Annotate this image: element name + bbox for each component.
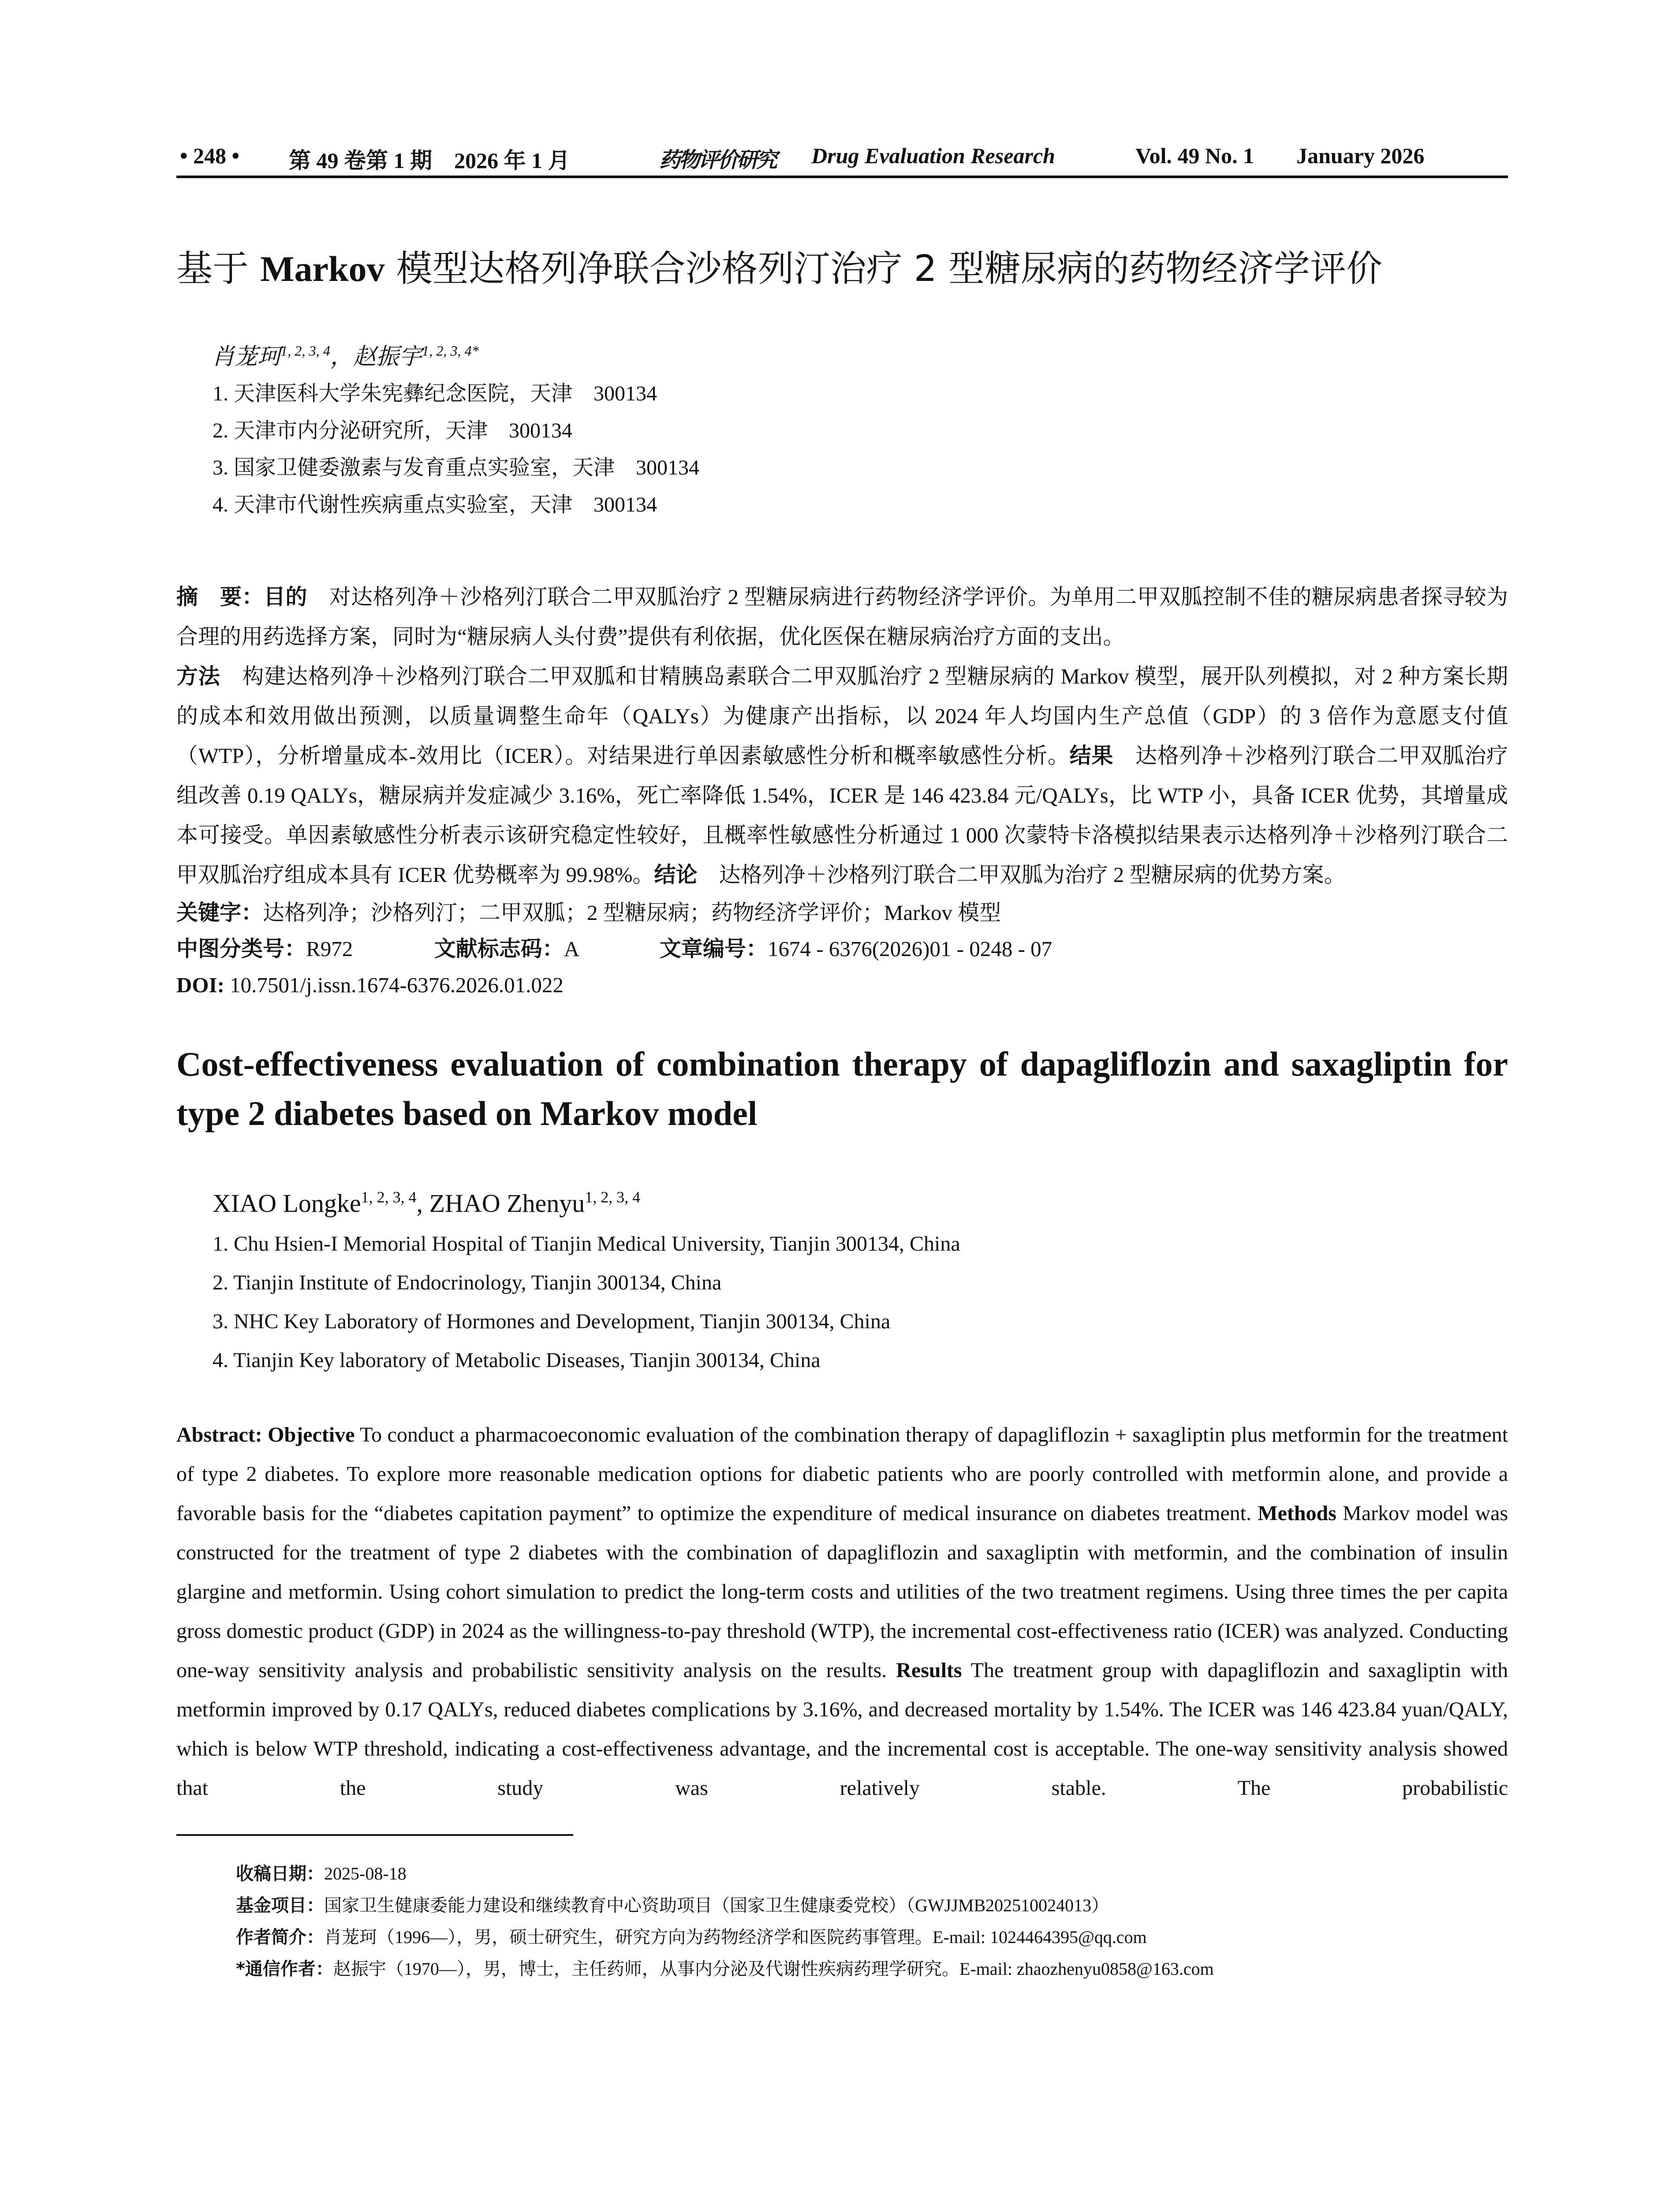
title-cn-part3: 模型达格列净联合沙格列汀治疗 2 型糖尿病的药物经济学评价	[385, 248, 1382, 290]
volume-issue-en: Vol. 49 No. 1	[1135, 143, 1254, 168]
journal-name-en: Drug Evaluation Research	[811, 143, 1055, 168]
corresponding-value: 赵振宇（1970—），男，博士，主任药师，从事内分泌及代谢性疾病药理学研究。E-mail: zhaozhenyu0858@163.com	[333, 1959, 1214, 1979]
authors-cn	[212, 339, 1508, 375]
affiliation-cn: 1. 天津医科大学朱宪彝纪念医院，天津 300134	[213, 382, 657, 405]
author-1-cn-affil: 1, 2, 3, 4	[280, 343, 330, 359]
keywords-value: 达格列净；沙格列汀；二甲双胍；2 型糖尿病；药物经济学评价；Markov 模型	[263, 901, 1001, 925]
footnote-received	[236, 1858, 1508, 1890]
author-1-en-affil: 1, 2, 3, 4	[361, 1188, 417, 1206]
results-label-cn: 结果	[1069, 743, 1114, 768]
abstract-en-label: Abstract: Objective	[176, 1423, 355, 1446]
footnote-corresponding	[236, 1953, 1508, 1985]
doi-line	[176, 967, 1508, 1003]
author-2-cn-affil: 1, 2, 3, 4*	[422, 343, 479, 359]
keywords-cn	[176, 895, 1508, 931]
affiliation-cn: 4. 天津市代谢性疾病重点实验室，天津 300134	[213, 493, 657, 516]
affiliation-en: 2. Tianjin Institute of Endocrinology, Tianjin 300134, China	[213, 1271, 722, 1294]
results-label-en: Results	[896, 1659, 962, 1682]
author-2-en: ZHAO Zhenyu	[429, 1189, 585, 1218]
doc-code-value: A	[564, 937, 579, 961]
title-en: Cost-effectiveness evaluation of combination therapy of dapagliflozin and saxagliptin for type 2 diabetes based on Markov model	[176, 1045, 1508, 1132]
author-2-en-affil: 1, 2, 3, 4	[585, 1188, 641, 1206]
author-sep-cn: ，	[330, 344, 353, 370]
author-sep-en: ,	[416, 1189, 429, 1218]
author-bio-label: 作者简介：	[236, 1927, 324, 1947]
affiliation-en: 3. NHC Key Laboratory of Hormones and Development, Tianjin 300134, China	[213, 1310, 891, 1333]
footnote-author	[236, 1921, 1508, 1953]
authors-en	[213, 1182, 1508, 1225]
doi-label: DOI:	[176, 973, 224, 997]
objective-text-en: To conduct a pharmacoeconomic evaluation of the combination therapy of dapagliflozin + saxagliptin plus metformin for the treatment of type 2 diabetes. To explore more reasonable medication options for diabetic patients who are poorly controlled with metformin alone, and provide a favorable basis for the “diabetes capitation payment” to optimize the expenditure of medical insurance on diabetes treatment.	[176, 1423, 1508, 1525]
article-no-value: 1674 - 6376(2026)01 - 0248 - 07	[767, 937, 1053, 961]
results-text-en: The treatment group with dapagliflozin and saxagliptin with metformin improved by 0.17 QALYs, reduced diabetes complications by 3.16%, and decreased mortality by 1.54%. The ICER was 146 423.84 yuan/QALY, which is below WTP threshold, indicating a cost-effectiveness advantage, and the incremental cost is acceptable. The one-way sensitivity analysis showed that the study was relatively stable. The probabilistic	[176, 1659, 1508, 1800]
conclusion-label-cn: 结论	[654, 862, 698, 887]
received-label: 收稿日期：	[236, 1864, 324, 1884]
results-text-cn: 达格列净＋沙格列汀联合二甲双胍治疗组改善 0.19 QALYs，糖尿病并发症减少 3.16%，死亡率降低 1.54%，ICER 是 146 423.84 元/QALYs，比 WTP 小，具备 ICER 优势，其增量成本可接受。单因素敏感性分析表示该研究稳定性较好，且概率性敏感性分析通过 1 000 次蒙特卡洛模拟结果表示达格列净＋沙格列汀联合二甲双胍治疗组成本具有 ICER 优势概率为 99.98%。	[176, 744, 1508, 887]
corresponding-label: *通信作者：	[236, 1959, 333, 1979]
page-number: • 248 •	[180, 143, 240, 168]
methods-label-cn: 方法	[176, 664, 220, 689]
fund-value: 国家卫生健康委能力建设和继续教育中心资助项目（国家卫生健康委党校）（GWJJMB202510024013）	[324, 1895, 1109, 1915]
clc-label: 中图分类号：	[176, 936, 306, 961]
classification-line	[176, 931, 1508, 967]
author-bio-value: 肖茏珂（1996—），男，硕士研究生，研究方向为药物经济学和医院药事管理。E-mail: 1024464395@qq.com	[324, 1927, 1147, 1947]
doc-code-label: 文献标志码：	[434, 936, 564, 961]
objective-label-cn: 目的	[264, 584, 308, 609]
title-cn-part1: 基于	[176, 248, 261, 290]
author-1-cn: 肖茏珂	[212, 344, 281, 370]
received-value: 2025-08-18	[324, 1864, 407, 1884]
objective-text-cn: 对达格列净＋沙格列汀联合二甲双胍治疗 2 型糖尿病进行药物经济学评价。为单用二甲双胍控制不佳的糖尿病患者探寻较为合理的用药选择方案，同时为“糖尿病人头付费”提供有利依据，优化医保在糖尿病治疗方面的支出。	[176, 585, 1508, 649]
author-1-en: XIAO Longke	[213, 1189, 361, 1218]
title-cn-part2: Markov	[260, 249, 385, 289]
affiliation-en: 4. Tianjin Key laboratory of Metabolic Diseases, Tianjin 300134, China	[213, 1349, 821, 1372]
article-no-label: 文章编号：	[659, 936, 768, 961]
author-2-cn: 赵振宇	[353, 344, 422, 370]
footnote-divider	[176, 1834, 573, 1836]
affiliation-cn: 2. 天津市内分泌研究所，天津 300134	[213, 419, 573, 442]
abstract-cn	[176, 577, 1508, 895]
affiliation-cn: 3. 国家卫健委激素与发育重点实验室，天津 300134	[213, 456, 700, 479]
doi-value[interactable]: 10.7501/j.issn.1674-6376.2026.01.022	[224, 973, 564, 997]
keywords-label: 关键字：	[176, 900, 263, 925]
article-page	[176, 0, 1508, 2117]
methods-label-en: Methods	[1258, 1502, 1337, 1525]
footnotes	[236, 1858, 1508, 1985]
footnote-fund	[236, 1890, 1508, 1921]
conclusion-text-cn: 达格列净＋沙格列汀联合二甲双胍为治疗 2 型糖尿病的优势方案。	[697, 863, 1346, 887]
volume-issue-cn: 第 49 卷第 1 期 2026 年 1 月	[289, 148, 570, 173]
affiliation-en: 1. Chu Hsien-I Memorial Hospital of Tianjin Medical University, Tianjin 300134, China	[213, 1232, 960, 1256]
clc-value: R972	[306, 937, 353, 961]
abstract-en	[176, 1415, 1508, 1808]
journal-logo: 药物评价研究	[659, 148, 776, 172]
fund-label: 基金项目：	[236, 1895, 324, 1916]
methods-text-en: Markov model was constructed for the treatment of type 2 diabetes with the combination of dapagliflozin and saxagliptin with metformin, and the combination of insulin glargine and metformin. Using cohort simulation to predict the long-term costs and utilities of the two treatment regimens. Using three times the per capita gross domestic product (GDP) in 2024 as the willingness-to-pay threshold (WTP), the incremental cost-effectiveness ratio (ICER) was analyzed. Conducting one-way sensitivity analysis and probabilistic sensitivity analysis on the results.	[176, 1502, 1508, 1682]
abstract-cn-label: 摘 要：	[176, 584, 264, 609]
issue-date-en: January 2026	[1296, 143, 1425, 168]
methods-text-cn: 构建达格列净＋沙格列汀联合二甲双胍和甘精胰岛素联合二甲双胍治疗 2 型糖尿病的 Markov 模型，展开队列模拟，对 2 种方案长期的成本和效用做出预测，以质量调整生命年（QALYs）为健康产出指标，以 2024 年人均国内生产总值（GDP）的 3 倍作为意愿支付值（WTP），分析增量成本-效用比（ICER）。对结果进行单因素敏感性分析和概率敏感性分析。	[176, 664, 1508, 768]
title-cn	[176, 245, 1508, 293]
running-head	[176, 140, 1508, 178]
